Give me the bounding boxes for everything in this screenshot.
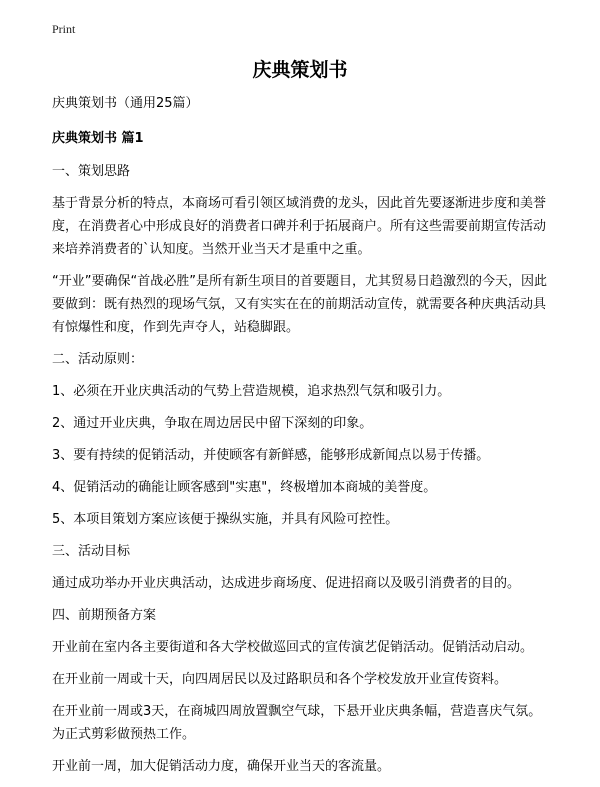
print-label: Print bbox=[52, 22, 76, 36]
page-title: 庆典策划书 bbox=[252, 59, 348, 81]
document-body bbox=[52, 92, 552, 787]
paragraph: 在开业前一周或3天，在商城四周放置飘空气球，下悬开业庆典条幅，营造喜庆气氛。为正式剪彩做预热工作。 bbox=[52, 704, 542, 742]
document-subtitle: 庆典策划书（通用25篇） bbox=[52, 96, 199, 111]
paragraph: 开业前在室内各主要街道和各大学校做巡回式的宣传演艺促销活动。促销活动启动。 bbox=[52, 640, 534, 655]
section-heading-1: 一、策划思路 bbox=[52, 164, 131, 179]
piece-heading: 庆典策划书 篇1 bbox=[52, 131, 144, 146]
list-item: 1、必须在开业庆典活动的气势上营造规模，追求热烈气氛和吸引力。 bbox=[52, 384, 451, 399]
paragraph: 开业前一周，加大促销活动力度，确保开业当天的客流量。 bbox=[52, 759, 391, 774]
list-item: 3、要有持续的促销活动，并使顾客有新鲜感，能够形成新闻点以易于传播。 bbox=[52, 448, 490, 463]
list-item: 4、促销活动的确能让顾客感到"实惠"，终极增加本商城的美誉度。 bbox=[52, 480, 437, 495]
section-heading-3: 三、活动目标 bbox=[52, 544, 131, 559]
paragraph: 基于背景分析的特点，本商场可看引领区域消费的龙头，因此首先要逐渐进步度和美誉度，在消费者心中形成良好的消费者口碑并利于拓展商户。所有这些需要前期宣传活动来培养消费者的`认知度。当然开业当天才是重中之重。 bbox=[52, 196, 547, 257]
paragraph: 通过成功举办开业庆典活动，达成进步商场度、促进招商以及吸引消费者的目的。 bbox=[52, 576, 521, 591]
section-heading-2: 二、活动原则： bbox=[52, 352, 144, 367]
paragraph: 在开业前一周或十天，向四周居民以及过路职员和各个学校发放开业宣传资料。 bbox=[52, 672, 508, 687]
paragraph: “开业”要确保“首战必胜”是所有新生项目的首要题目，尤其贸易日趋激烈的今天，因此要做到：既有热烈的现场气氛，又有实实在在的前期活动宣传，就需要各种庆典活动具有惊爆性和度，作到先声夺人，站稳脚跟。 bbox=[52, 274, 547, 335]
list-item: 5、本项目策划方案应该便于操纵实施，并具有风险可控性。 bbox=[52, 512, 399, 527]
section-heading-4: 四、前期预备方案 bbox=[52, 608, 157, 623]
list-item: 2、通过开业庆典，争取在周边居民中留下深刻的印象。 bbox=[52, 416, 373, 431]
